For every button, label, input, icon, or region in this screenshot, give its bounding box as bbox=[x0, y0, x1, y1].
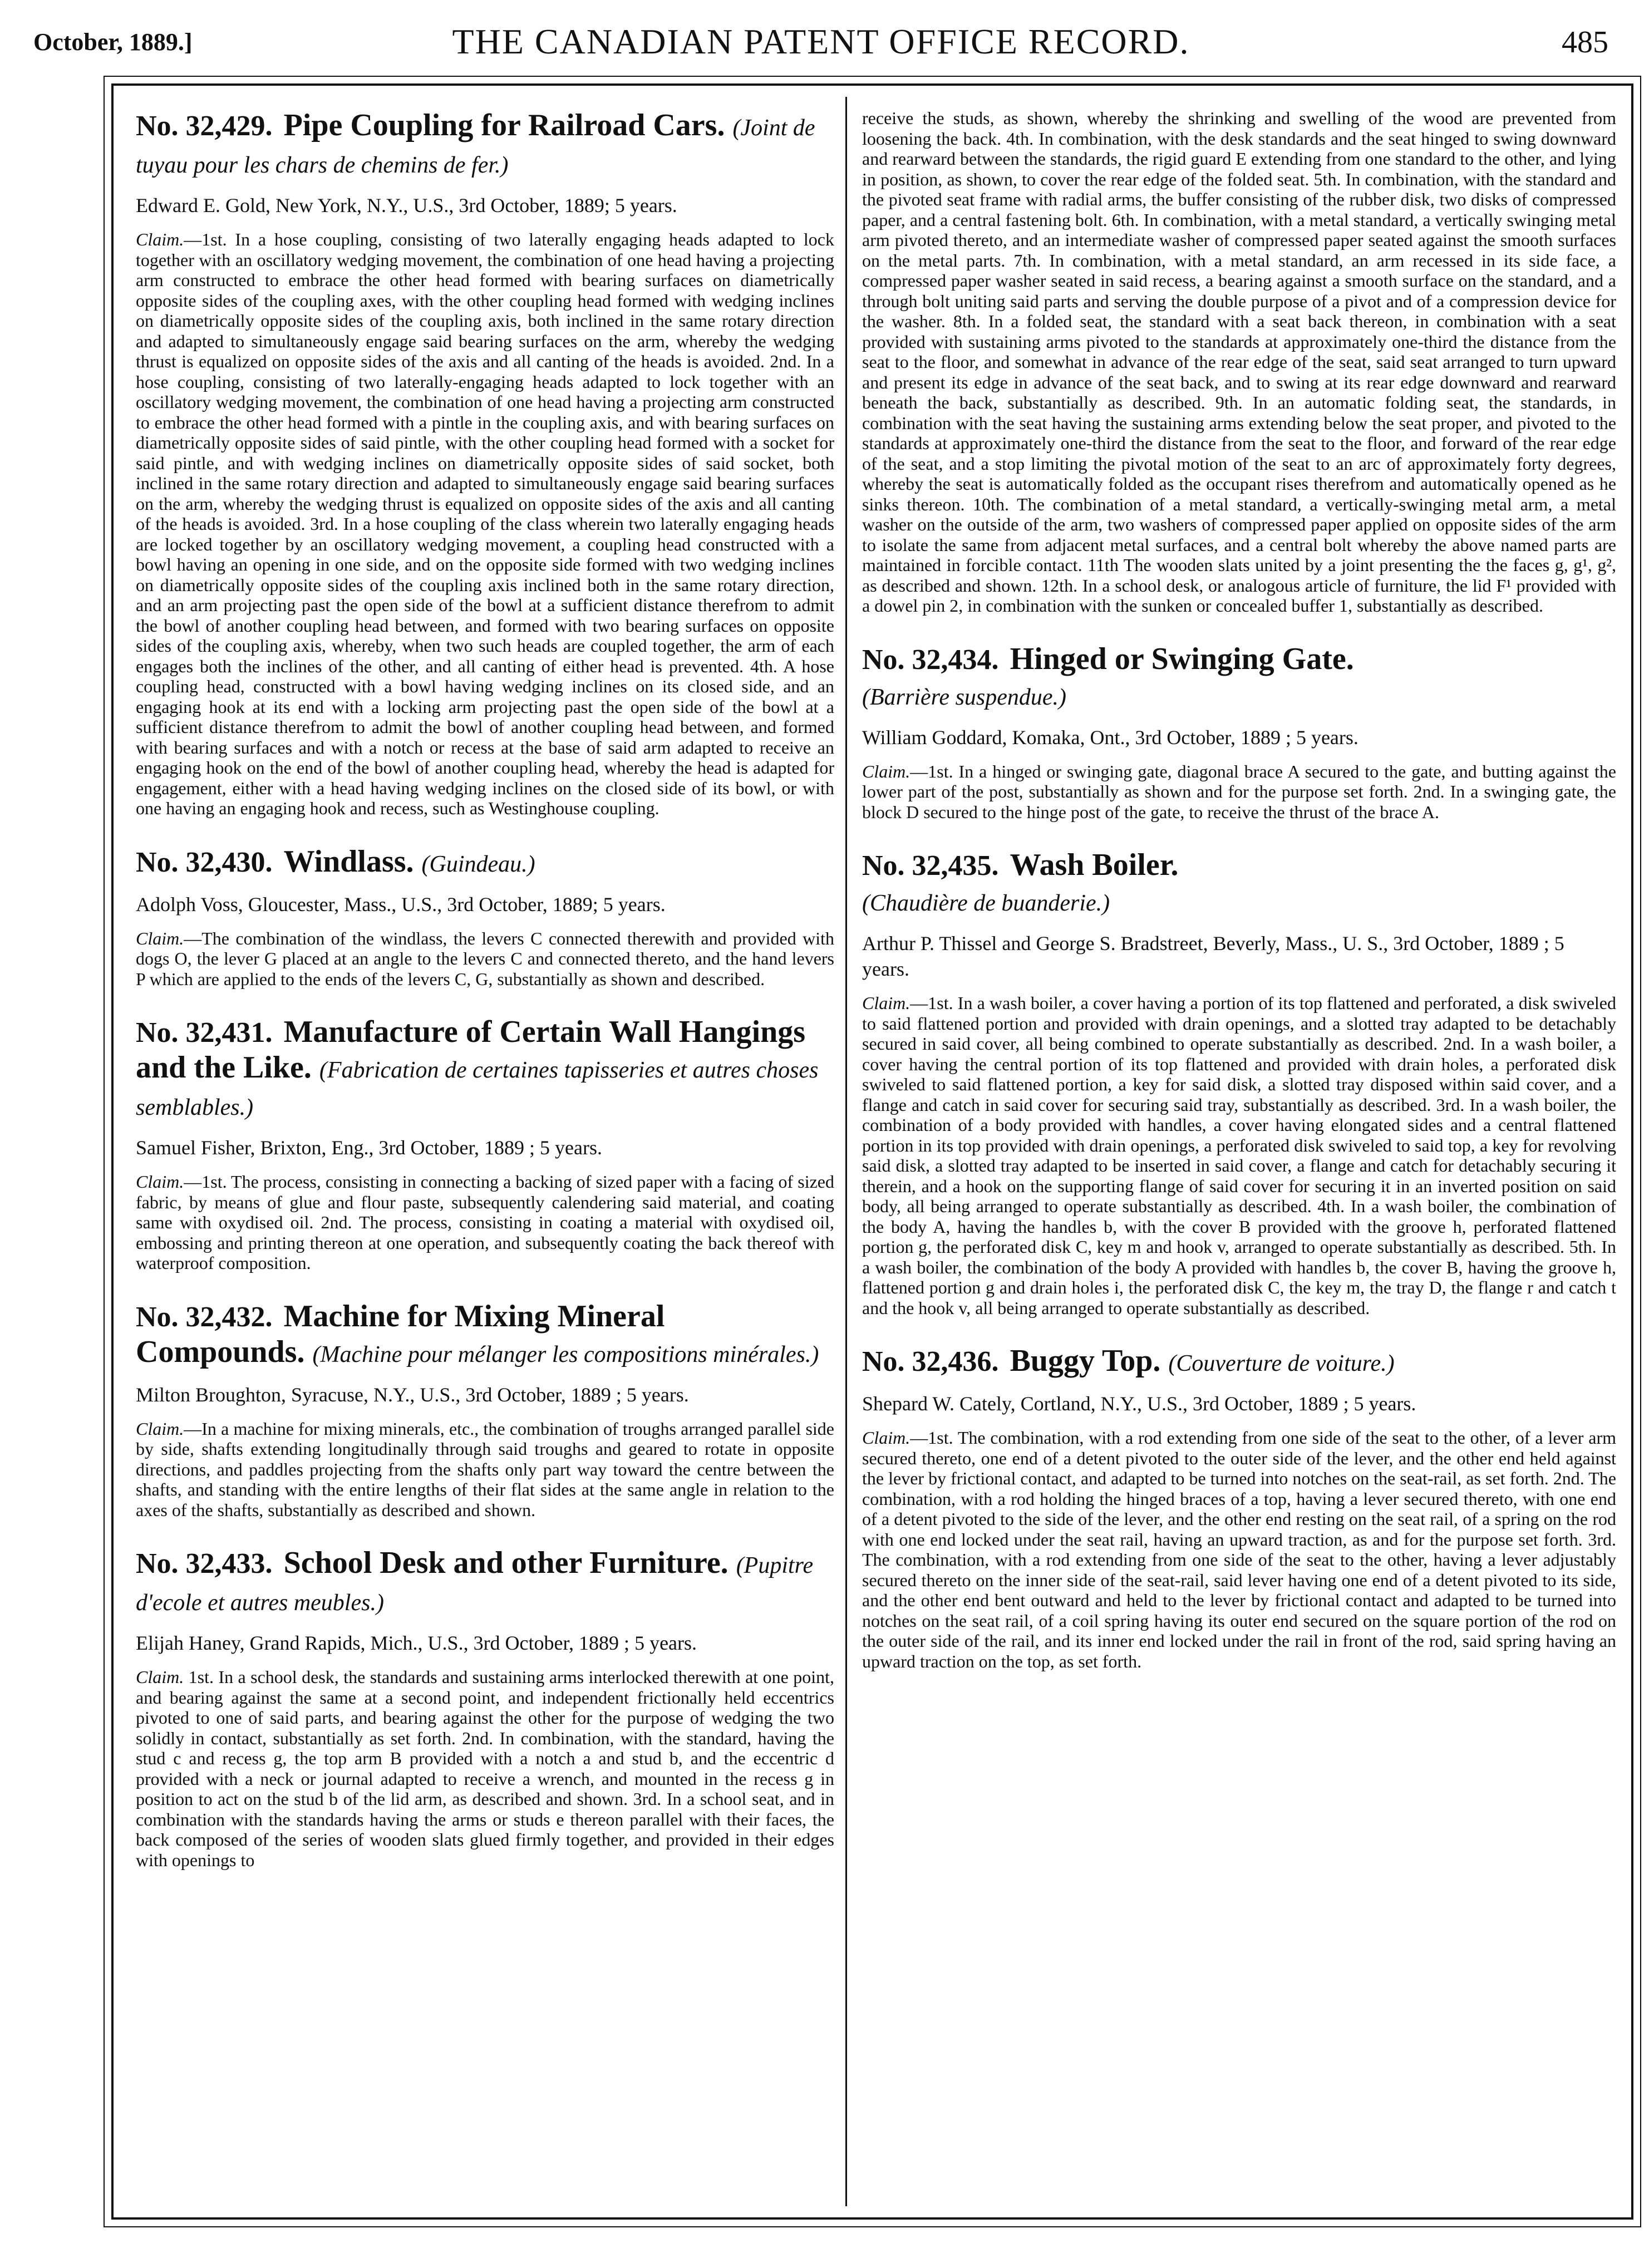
page-header bbox=[33, 17, 1608, 72]
content-frame bbox=[111, 83, 1633, 2220]
patent-claim bbox=[136, 1172, 834, 1273]
patent-claim bbox=[136, 928, 834, 990]
patent-entry-32432 bbox=[136, 1299, 834, 1521]
header-date: October, 1889.] bbox=[33, 28, 193, 56]
patent-title: Windlass. bbox=[283, 844, 414, 879]
patent-claim bbox=[136, 1419, 834, 1521]
patent-french-title: (Joint de tuyau pour les chars de chemins de fer.) bbox=[136, 115, 815, 178]
patent-french-title: (Machine pour mélanger les compositions minérales.) bbox=[312, 1341, 819, 1367]
header-title: THE CANADIAN PATENT OFFICE RECORD. bbox=[452, 22, 1190, 61]
patent-inventor: Samuel Fisher, Brixton, Eng., 3rd October, 1889 ; 5 years. bbox=[136, 1137, 602, 1159]
patent-heading bbox=[136, 108, 834, 183]
patent-number: No. 32,431. bbox=[136, 1017, 273, 1049]
claim-label: Claim. bbox=[136, 1418, 184, 1439]
patent-number: No. 32,430. bbox=[136, 846, 273, 878]
claim-label: Claim. bbox=[136, 1667, 184, 1687]
claim-label: Claim. bbox=[862, 993, 910, 1013]
patent-number: No. 32,433. bbox=[136, 1548, 273, 1580]
patent-inventor: Elijah Haney, Grand Rapids, Mich., U.S., 3rd October, 1889 ; 5 years. bbox=[136, 1632, 697, 1654]
patent-heading bbox=[136, 844, 834, 882]
column-divider bbox=[845, 97, 847, 2206]
patent-entry-32430 bbox=[136, 844, 834, 990]
patent-number: No. 32,432. bbox=[136, 1301, 273, 1333]
patent-title: Buggy Top. bbox=[1010, 1344, 1161, 1378]
claim-text: —The combination of the windlass, the levers C connected therewith and provided with dogs O, the lever G placed at an angle to the levers C and connected thereto, and the hand levers P which are applied to the ends of the levers C, G, substantially as shown and described. bbox=[136, 928, 834, 989]
patent-number: No. 32,435. bbox=[862, 850, 999, 882]
patent-title: School Desk and other Furniture. bbox=[283, 1546, 729, 1580]
claim-text: —1st. The combination, with a rod extending from one side of the seat to the other, of a lever arm secured thereto, one end of a detent pivoted to the outer side of the lever, and the other end held against the lever by frictional contact, and adapted to be turned into notches on the seat-rail, as set forth. 2nd. The combination, with a rod holding the hinged braces of a top, having a lever secured thereto, with one end of a detent pivoted to the side of the lever, and the other end resting on the seat rail, of a spring on the rod with one end locked under the seat rail, having an upward traction, as and for the purpose set forth. 3rd. The combination, with a rod extending from one side of the seat to the other, having a lever adjustably secured thereto on the inner side of the seat-rail, said lever having one end of a detent pivoted to its side, and the other end bent outward and held to the lever by frictional contact and adapted to be turned into notches on the seat rail, of a coil spring having its outer end secured on the square portion of the rod on the outer side of the rail, and its inner end locked under the rail in front of the rod, said spring having an upward traction on the top, as set forth. bbox=[862, 1428, 1616, 1671]
patent-french-title: (Fabrication de certaines tapisseries et autres choses semblables.) bbox=[136, 1057, 819, 1120]
patent-claim bbox=[862, 993, 1616, 1318]
claim-continuation: receive the studs, as shown, whereby the shrinking and swelling of the wood are prevented from loosening the back. 4th. In combination, with the desk standards and the seat hinged to swing downward and rearward between the standards, the rigid guard E extending from one standard to the other, and lying in position, as shown, to cover the rear edge of the folded seat. 5th. In combination, with the standard and the pivoted seat frame with radial arms, the buffer consisting of the rubber disk, two disks of compressed paper, and a central fastening bolt. 6th. In combination, with a metal standard, a vertically swinging metal arm pivoted thereto, and an intermediate washer of compressed paper seated against the smooth surfaces on the metal parts. 7th. In combination, with a metal standard, an arm recessed in its side face, a compressed paper washer seated in said recess, a bearing against a smooth surface on the standard, and a through bolt uniting said parts and serving the double purpose of a pivot and of a compression device for the washer. 8th. In a folded seat, the standard with a seat back thereon, in combination with a seat provided with sustaining arms pivoted to the standards at approximately one-third the distance from the seat to the floor, and somewhat in advance of the rear edge of the seat, said seat arranged to turn upward and present its edge in advance of the seat back, and to swing at its rear edge downward and rearward beneath the back, substantially as described. 9th. In an automatic folding seat, the standards, in combination with the seat having the sustaining arms extending below the seat proper, and pivoted to the standards at approximately one-third the distance from the seat to the floor, and forward of the rear edge of the seat, and a stop limiting the pivotal motion of the seat to an arc of approximately forty degrees, whereby the seat is automatically folded as the occupant rises therefrom and automatically opened as he sinks thereon. 10th. The combination of a metal standard, a vertically-swinging metal arm, a metal washer on the outside of the arm, two washers of compressed paper applied on opposite sides of the arm to isolate the same from adjacent metal surfaces, and a central bolt whereby the above named parts are maintained in forcible contact. 11th The wooden slats united by a joint presenting the the faces g, g¹, g², as described and shown. 12th. In a school desk, or analogous article of furniture, the lid F¹ provided with a dowel pin 2, in combination with the sunken or concealed buffer 1, substantially as described. bbox=[862, 108, 1616, 616]
patent-inventor: William Goddard, Komaka, Ont., 3rd October, 1889 ; 5 years. bbox=[862, 726, 1358, 749]
patent-claim bbox=[136, 229, 834, 819]
patent-title: Hinged or Swinging Gate. bbox=[1010, 641, 1354, 676]
patent-claim bbox=[862, 1428, 1616, 1671]
patent-inventor: Adolph Voss, Gloucester, Mass., U.S., 3rd October, 1889; 5 years. bbox=[136, 893, 666, 916]
patent-french-title: (Couverture de voiture.) bbox=[1168, 1351, 1395, 1376]
claim-label: Claim. bbox=[136, 928, 184, 948]
patent-claim bbox=[136, 1667, 834, 1870]
claim-label: Claim. bbox=[136, 229, 184, 249]
patent-heading bbox=[136, 1546, 834, 1620]
patent-title: Pipe Coupling for Railroad Cars. bbox=[283, 108, 725, 142]
patent-inventor: Milton Broughton, Syracuse, N.Y., U.S., 3rd October, 1889 ; 5 years. bbox=[136, 1383, 689, 1406]
claim-text: —1st. The process, consisting in connecting a backing of sized paper with a facing of sized fabric, by means of glue and flour paste, subsequently calendering said material, and coating same with oxydised oil. 2nd. The process, consisting in coating a material with oxydised oil, embossing and printing thereon at one operation, and subsequently coating the back thereof with waterproof composition. bbox=[136, 1172, 834, 1273]
patent-title: Manufacture of Certain Wall Hangings and the Like. bbox=[136, 1015, 806, 1085]
claim-label: Claim. bbox=[862, 761, 910, 781]
patent-heading bbox=[862, 848, 1616, 921]
patent-french-title: (Guindeau.) bbox=[421, 851, 535, 877]
patent-inventor: Shepard W. Cately, Cortland, N.Y., U.S., 3rd October, 1889 ; 5 years. bbox=[862, 1393, 1416, 1415]
patent-entry-32431 bbox=[136, 1015, 834, 1273]
claim-label: Claim. bbox=[136, 1172, 184, 1192]
patent-entry-32434 bbox=[862, 642, 1616, 823]
patent-entry-32429 bbox=[136, 108, 834, 819]
patent-heading bbox=[862, 1344, 1616, 1381]
patent-number: No. 32,429. bbox=[136, 110, 273, 142]
patent-entry-32435 bbox=[862, 848, 1616, 1318]
patent-french-title: (Chaudière de buanderie.) bbox=[862, 891, 1110, 916]
patent-entry-32433 bbox=[136, 1546, 834, 1870]
patent-inventor: Edward E. Gold, New York, N.Y., U.S., 3rd October, 1889; 5 years. bbox=[136, 194, 677, 217]
patent-heading bbox=[136, 1015, 834, 1125]
patent-french-title: (Pupitre d'ecole et autres meubles.) bbox=[136, 1553, 814, 1616]
claim-label: Claim. bbox=[862, 1428, 910, 1448]
page-number: 485 bbox=[1562, 25, 1608, 60]
claim-text: —1st. In a wash boiler, a cover having a portion of its top flattened and perforated, a disk swiveled to said flattened portion and provided with drain openings, and a slotted tray adapted to be detachably secured in said cover, all being combined to operate substantially as described. 2nd. In a wash boiler, a cover having the central portion of its top flattened and provided with drain holes, a perforated disk swiveled to said flattened portion, a key for said disk, a slotted tray disposed within said cover, and a flange and catch in said cover for securing said tray, substantially as described. 3rd. In a wash boiler, the combination of a body provided with handles, a cover having elongated sides and a central flattened portion in its top provided with drain openings, a perforated disk swiveled to said top, a key for revolving said disk, a slotted tray adapted to be inserted in said cover, a flange and catch for detachably securing it therein, and a hook on the supporting flange of said cover for securing it in an inverted position on said body, all being arranged to operate substantially as described. 4th. In a wash boiler, the combination of the body A, having the handles b, with the cover B provided with the groove h, perforated flattened portion g, the perforated disk C, key m and hook v, arranged to operate substantially as described. 5th. In a wash boiler, the combination of the body A provided with handles b, the cover B, having the groove h, flattened portion g and drain holes i, the perforated disk C, the key m, the tray D, the flange r and catch t and the hook v, all being arranged to operate substantially as described. bbox=[862, 993, 1616, 1318]
claim-text: —1st. In a hose coupling, consisting of two laterally engaging heads adapted to lock together with an oscillatory wedging movement, the combination of one head having a projecting arm constructed to embrace the other head formed with bearing surfaces on diametrically opposite sides of the coupling axes, with the other coupling head formed with wedging inclines on diametrically opposite sides of the coupling axis, both inclined in the same rotary direction and adapted to simultaneously engage said bearing surfaces on the arm, whereby the wedging thrust is equalized on opposite sides of the axis and all canting of the heads is avoided. 2nd. In a hose coupling, consisting of two laterally-engaging heads adapted to lock together with an oscillatory wedging movement, the combination of one head having a projecting arm constructed to embrace the other head formed with a pintle in the coupling axis, and with bearing surfaces on diametrically opposite sides of said pintle, with the other coupling head formed with a socket for said pintle, and with wedging inclines on diametrically opposite sides of said socket, both inclined in the same rotary direction and adapted to simultaneously engage said bearing surfaces on the arm, whereby the wedging thrust is equalized on opposite sides of the axis and all canting of the heads is avoided. 3rd. In a hose coupling of the class wherein two laterally engaging heads are locked together by an oscillatory wedging movement, a coupling head constructed with a bowl having an opening in one side, and on the opposite side formed with two wedging inclines on diametrically opposite sides of the coupling axis inclined both in the same rotary direction, and an arm projecting past the open side of the bowl at a sufficient distance therefrom to admit the bowl of another coupling head between, and formed with two bearing surfaces on opposite sides of the coupling axis, whereby, when two such heads are coupled together, the arm of each engages both the inclines of the other, and all canting of either head is prevented. 4th. A hose coupling head, constructed with a bowl having wedging inclines on its closed side, and an engaging hook at its end with a locking arm projecting past the open side of the bowl at a sufficient distance therefrom to admit the bowl of another coupling head between, and formed with bearing surfaces and with a notch or recess at the base of said arm adapted to receive an engaging hook on the end of the bowl of another coupling head, whereby the head is adapted for engagement, either with a head having wedging inclines on the closed side of its bowl, or with one having an engaging hook and recess, such as Westinghouse coupling. bbox=[136, 229, 834, 818]
right-column bbox=[862, 108, 1616, 2190]
patent-inventor: Arthur P. Thissel and George S. Bradstreet, Beverly, Mass., U. S., 3rd October, 1889 ; 5 years. bbox=[862, 932, 1564, 980]
patent-heading bbox=[136, 1299, 834, 1372]
patent-entry-32436 bbox=[862, 1344, 1616, 1671]
claim-text: —1st. In a hinged or swinging gate, diagonal brace A secured to the gate, and butting against the lower part of the post, substantially as shown and for the purpose set forth. 2nd. In a swinging gate, the block D secured to the hinge post of the gate, to receive the thrust of the brace A. bbox=[862, 761, 1616, 822]
patent-title: Machine for Mixing Mineral Compounds. bbox=[136, 1298, 665, 1369]
patent-number: No. 32,436. bbox=[862, 1346, 999, 1377]
left-column bbox=[136, 108, 834, 2190]
patent-heading bbox=[862, 642, 1616, 715]
patent-french-title: (Barrière suspendue.) bbox=[862, 684, 1067, 710]
claim-text: —In a machine for mixing minerals, etc., the combination of troughs arranged parallel side by side, shafts extending longitudinally through said troughs and geared to rotate in opposite directions, and paddles projecting from the shafts only part way toward the centre between the shafts, and standing with the entire lengths of their flat sides at the same angle in relation to the axes of the shafts, substantially as described and shown. bbox=[136, 1418, 834, 1520]
claim-text: 1st. In a school desk, the standards and sustaining arms interlocked therewith at one point, and bearing against the same at a second point, and independent frictionally held eccentrics pivoted to one of said parts, and bearing against the other for the purpose of wedging the two solidly in contact, substantially as set forth. 2nd. In combination, with the standard, having the stud c and recess g, the top arm B provided with a notch a and stud b, and the eccentric d provided with a neck or journal adapted to receive a wrench, and mounted in the recess g in position to act on the stud b of the lid arm, as described and shown. 3rd. In a school seat, and in combination with the standards having the arms or studs e thereon parallel with their faces, the back composed of the series of wooden slats glued firmly together, and provided in their edges with openings to bbox=[136, 1667, 834, 1870]
patent-claim bbox=[862, 761, 1616, 823]
patent-number: No. 32,434. bbox=[862, 643, 999, 676]
patent-title: Wash Boiler. bbox=[1010, 848, 1179, 882]
